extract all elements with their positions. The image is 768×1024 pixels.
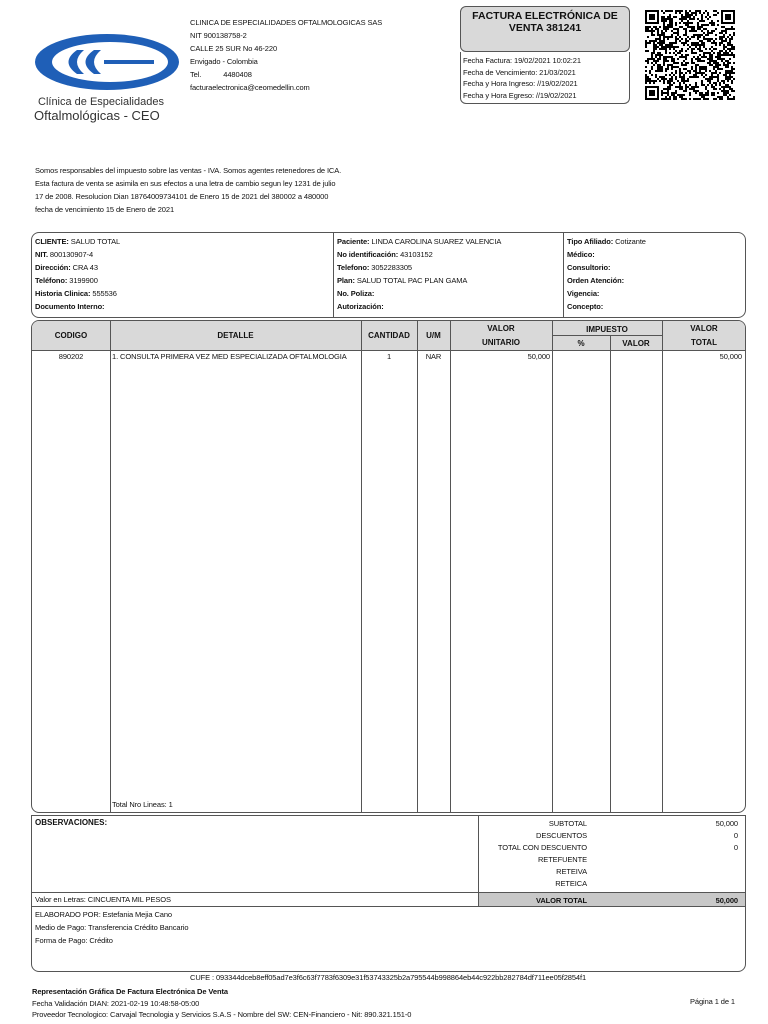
field-label: Consultorio: [567, 263, 611, 272]
header-total-2: TOTAL [691, 338, 717, 347]
company-tel [190, 68, 382, 81]
company-info [190, 16, 382, 94]
client-field [35, 287, 120, 300]
logo-text-line2: Oftalmológicas - CEO [34, 108, 160, 123]
header-pct: % [577, 339, 585, 348]
header-valor: VALOR [622, 339, 650, 348]
total-lineas: Total Nro Lineas: 1 [112, 800, 173, 809]
field-label: CLIENTE: [35, 237, 69, 246]
total-descuento-value: 0 [733, 843, 738, 852]
company-nit: NIT 900138758-2 [190, 31, 247, 40]
field-value: CRA 43 [70, 263, 98, 272]
client-field [567, 261, 646, 274]
footer-rep: Representación Gráfica De Factura Electrónica De Venta [32, 987, 228, 996]
forma-pago: Forma de Pago: Crédito [35, 936, 113, 945]
notice-line4: fecha de vencimiento 15 de Enero de 2021 [35, 205, 175, 214]
row-um: NAR [425, 352, 442, 361]
invoice-title-line2: VENTA 381241 [508, 22, 582, 34]
field-label: No identificación: [337, 250, 399, 259]
row-unitario: 50,000 [527, 352, 550, 361]
field-label: Autorización: [337, 302, 384, 311]
valor-total-label: VALOR TOTAL [536, 896, 587, 905]
field-label: Dirección: [35, 263, 71, 272]
header-cantidad: CANTIDAD [368, 331, 410, 340]
fecha-factura: Fecha Factura: 19/02/2021 10:02:21 [463, 56, 581, 65]
field-label: Plan: [337, 276, 355, 285]
invoice-title-line1: FACTURA ELECTRÓNICA DE [472, 10, 618, 22]
ceo-logo-icon [32, 30, 182, 95]
subtotal-label: SUBTOTAL [548, 819, 587, 828]
client-field [337, 300, 501, 313]
company-address: CALLE 25 SUR No 46-220 [190, 44, 278, 53]
summary-labels [480, 818, 587, 890]
notice-line2: Esta factura de venta se asimila en sus efectos a una letra de cambio segun ley 1231 de julio [35, 179, 336, 188]
notice-line1: Somos responsables del impuesto sobre las ventas - IVA. Somos agentes retenedores de ICA. [35, 166, 342, 175]
observaciones-label: OBSERVACIONES: [35, 818, 108, 827]
tel-label: Tel. [190, 70, 202, 79]
fecha-egreso: Fecha y Hora Egreso: //19/02/2021 [463, 90, 577, 100]
field-label: Historia Clinica: [35, 289, 91, 298]
descuentos-value: 0 [733, 831, 738, 840]
field-value: SALUD TOTAL [68, 237, 121, 246]
header-impuesto: IMPUESTO [586, 325, 628, 334]
reteica-label: RETEICA [555, 879, 587, 888]
valor-letras: Valor en Letras: CINCUENTA MIL PESOS [35, 895, 171, 904]
field-label: Tipo Afiliado: [567, 237, 614, 246]
field-value: LINDA CAROLINA SUAREZ VALENCIA [369, 237, 502, 246]
client-col3 [567, 235, 646, 313]
field-label: Vigencia: [567, 289, 600, 298]
field-value: 555536 [90, 289, 117, 298]
field-label: Telefono: [337, 263, 370, 272]
client-field [35, 274, 120, 287]
company-name: CLINICA DE ESPECIALIDADES OFTALMOLOGICAS SAS [190, 18, 383, 27]
legal-notice [35, 164, 341, 216]
fecha-vencimiento: Fecha de Vencimiento: 21/03/2021 [463, 67, 576, 77]
page-number: Página 1 de 1 [690, 997, 735, 1006]
client-field [567, 274, 646, 287]
payment-info [35, 908, 189, 947]
field-label: Concepto: [567, 302, 604, 311]
field-value: 43103152 [398, 250, 433, 259]
field-label: Documento Interno: [35, 302, 105, 311]
header-total-1: VALOR [690, 324, 718, 333]
header-detalle: DETALLE [217, 331, 254, 340]
header-valor-unitario-2: UNITARIO [481, 338, 521, 347]
summary-values [640, 818, 738, 854]
client-field [567, 287, 646, 300]
footer-fecha-validacion: Fecha Validación DIAN: 2021-02-19 10:48:58-05:00 [32, 999, 200, 1008]
row-total: 50,000 [719, 352, 742, 361]
row-detalle: 1. CONSULTA PRIMERA VEZ MED ESPECIALIZADA OFTALMOLOGIA [112, 352, 347, 361]
header-um: U/M [426, 331, 441, 340]
field-label: Paciente: [337, 237, 370, 246]
reteiva-label: RETEIVA [556, 867, 587, 876]
client-field [35, 248, 120, 261]
client-field [337, 287, 501, 300]
company-city: Envigado - Colombia [190, 57, 258, 66]
field-value: 800130907-4 [47, 250, 94, 259]
field-label: Orden Atención: [567, 276, 624, 285]
field-value: 3052283305 [369, 263, 412, 272]
subtotal-value: 50,000 [715, 819, 738, 828]
header-codigo: CODIGO [54, 331, 88, 340]
retefuente-label: RETEFUENTE [537, 855, 587, 864]
descuentos-label: DESCUENTOS [536, 831, 587, 840]
field-label: Médico: [567, 250, 595, 259]
client-field [337, 235, 501, 248]
valor-total-value: 50,000 [715, 896, 738, 905]
cufe: CUFE : 093344dceb8eff05ad7e3f6c63f7783f6309e31f53743325b2a795544b998864eb44c922bb282784df711ee05f2854f1 [190, 973, 587, 982]
field-label: No. Poliza: [337, 289, 375, 298]
row-codigo: 890202 [58, 352, 84, 361]
fecha-ingreso: Fecha y Hora Ingreso: //19/02/2021 [463, 79, 578, 88]
client-col1 [35, 235, 120, 313]
client-field [35, 235, 120, 248]
client-field [567, 300, 646, 313]
client-field [337, 274, 501, 287]
medio-pago: Medio de Pago: Transferencia Crédito Bancario [35, 923, 189, 932]
company-email: facturaelectronica@ceomedellin.com [190, 83, 310, 92]
field-value: SALUD TOTAL PAC PLAN GAMA [354, 276, 468, 285]
invoice-title-box [460, 6, 630, 52]
field-label: NIT. [35, 250, 48, 259]
client-field [567, 248, 646, 261]
tel-value: 4480408 [223, 70, 252, 79]
qr-code-icon [645, 10, 735, 102]
logo-text-line1: Clínica de Especialidades [38, 96, 164, 108]
field-value: 3199900 [67, 276, 98, 285]
field-value: Cotizante [613, 237, 646, 246]
company-logo [32, 30, 182, 125]
field-label: Teléfono: [35, 276, 68, 285]
elaborado-por: ELABORADO POR: Estefania Mejia Cano [35, 910, 172, 919]
client-field [35, 300, 120, 313]
header-valor-unitario-1: VALOR [487, 324, 515, 333]
row-cantidad: 1 [386, 352, 392, 361]
client-field [337, 261, 501, 274]
client-field [337, 248, 501, 261]
invoice-dates-box [460, 52, 630, 104]
total-descuento-label: TOTAL CON DESCUENTO [497, 843, 587, 852]
client-col2 [337, 235, 501, 313]
notice-line3: 17 de 2008. Resolucion Dian 18764009734101 de Enero 15 de 2021 del 380002 a 480000 [35, 192, 329, 201]
footer-proveedor: Proveedor Tecnologico: Carvajal Tecnologia y Servicios S.A.S - Nombre del SW: CEN-Financiero - Nit: 890.321.151-0 [32, 1010, 412, 1019]
client-field [567, 235, 646, 248]
items-table [31, 320, 746, 813]
client-field [35, 261, 120, 274]
